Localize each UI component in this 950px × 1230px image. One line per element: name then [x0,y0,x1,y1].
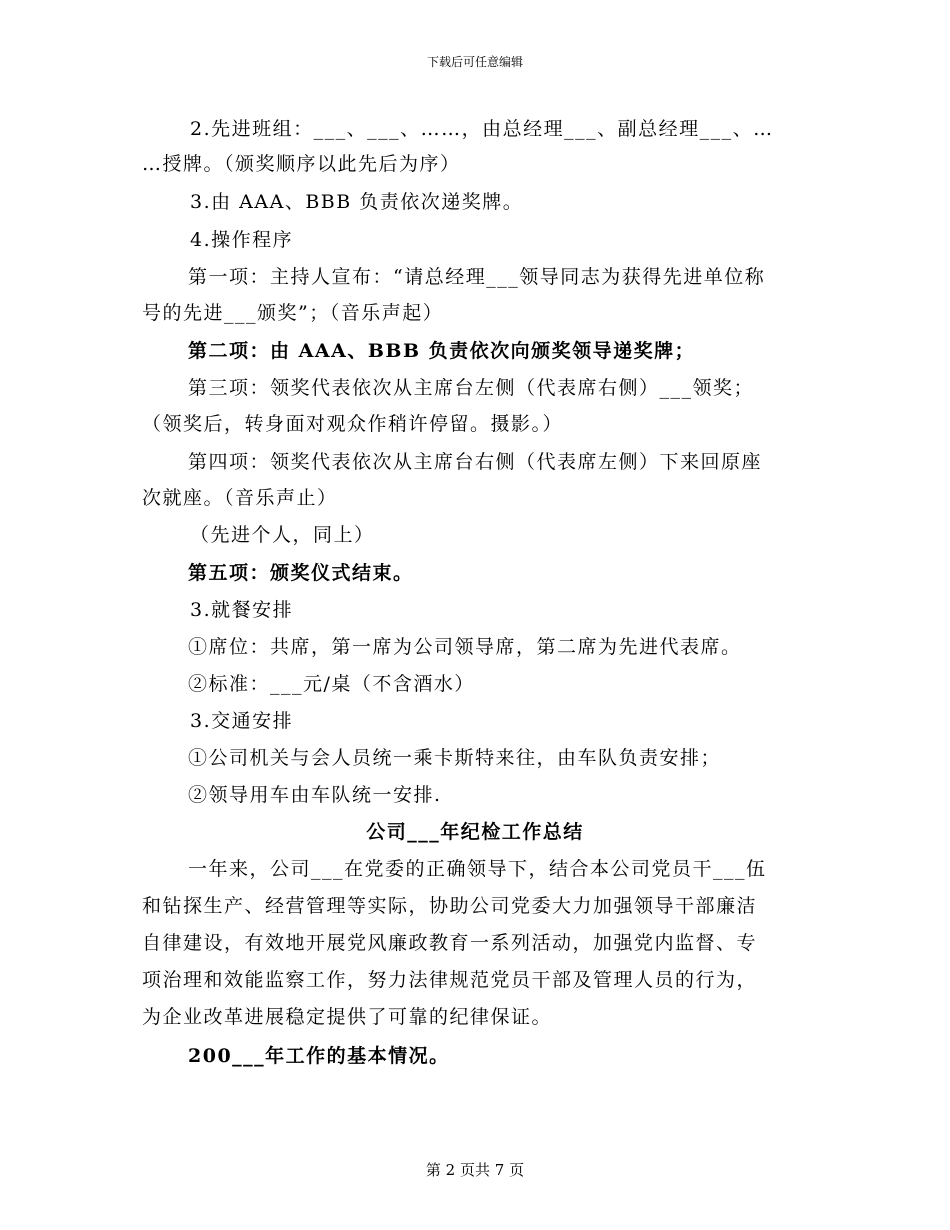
text-line-bold: 第二项：由 AAA、BBB 负责依次向颁奖领导递奖牌； [188,340,696,362]
text-line: 项治理和效能监察工作，努力法律规范党员干部及管理人员的行为， [142,969,758,991]
text-line: 第一项：主持人宣布：“请总经理___领导同志为获得先进单位称 [188,266,766,288]
text-line: 3.交通安排 [190,710,294,732]
text-line: （先进个人，同上） [190,524,375,546]
text-line: 次就座。（音乐声止） [142,487,338,509]
text-line: 4.操作程序 [190,229,294,251]
text-line-bold: 第五项：颁奖仪式结束。 [188,562,414,584]
text-line: 号的先进___颁奖”；（音乐声起） [142,302,444,324]
text-line: 和钻探生产、经营管理等实际，协助公司党委大力加强领导干部廉洁 [142,895,758,917]
text-line: ②标准：___元/桌（不含酒水） [188,673,475,695]
text-line: （领奖后，转身面对观众作稍许停留。摄影。） [142,413,564,435]
section-title: 公司___年纪检工作总结 [366,821,584,843]
text-line: ①公司机关与会人员统一乘卡斯特来往，由车队负责安排； [188,747,722,769]
text-line: 第四项：领奖代表依次从主席台右侧（代表席左侧）下来回原座 [188,451,763,473]
text-line: 3.由 AAA、BBB 负责依次递奖牌。 [190,191,524,213]
text-line: …授牌。（颁奖顺序以此先后为序） [142,153,461,175]
text-line: ②领导用车由车队统一安排. [188,784,442,806]
text-line: 3.就餐安排 [190,599,294,621]
text-line: 第三项：领奖代表依次从主席台左侧（代表席右侧）___领奖； [188,377,755,399]
text-line: 2.先进班组：___、___、……，由总经理___、副总经理___、… [190,118,774,140]
text-line: ①席位：共席，第一席为公司领导席，第二席为先进代表席。 [188,636,742,658]
page-footer: 第 2 页共 7 页 [425,1161,525,1179]
page-header: 下载后可任意编辑 [426,55,523,69]
text-line: 为企业改革进展稳定提供了可靠的纪律保证。 [142,1006,553,1028]
text-line-bold: 200___年工作的基本情况。 [188,1045,450,1067]
text-line: 自律建设，有效地开展党风廉政教育一系列活动，加强党内监督、专 [142,932,758,954]
text-line: 一年来，公司___在党委的正确领导下，结合本公司党员干___伍 [188,858,767,880]
